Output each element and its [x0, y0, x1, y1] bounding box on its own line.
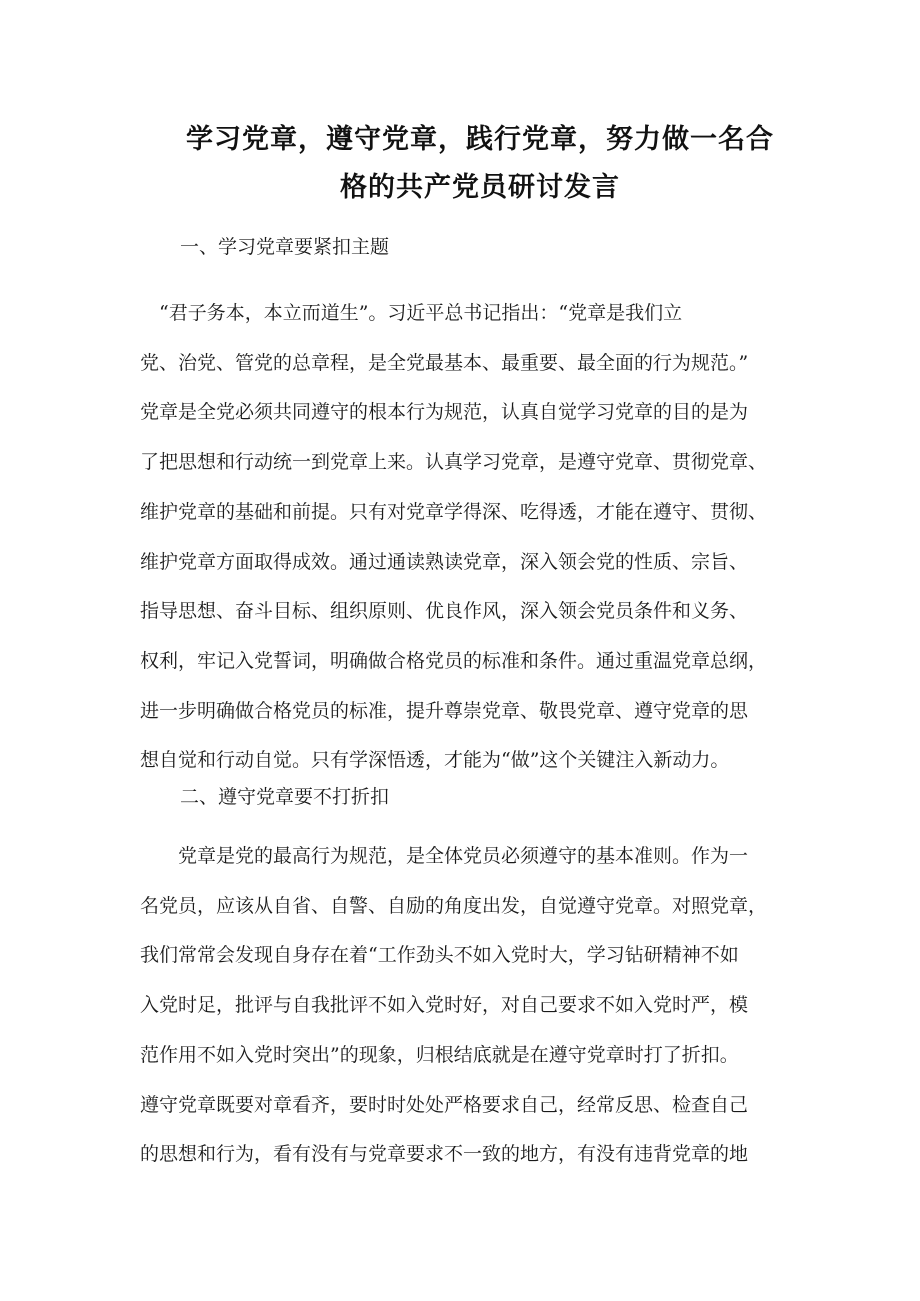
paragraph-line: 遵守党章既要对章看齐，要时时处处严格要求自己，经常反思、检查自己	[140, 1093, 749, 1116]
title-line-1: 学习党章，遵守党章，践行党章，努力做一名合	[186, 124, 774, 155]
paragraph-line: 党章是全党必须共同遵守的根本行为规范，认真自觉学习党章的目的是为	[140, 401, 749, 424]
paragraph-line: 指导思想、奋斗目标、组织原则、优良作风，深入领会党员条件和义务、	[140, 600, 749, 623]
paragraph-line: “君子务本，本立而道生”。习近平总书记指出：“党章是我们立	[140, 302, 683, 324]
paragraph-line: 党章是党的最高行为规范，是全体党员必须遵守的基本准则。作为一	[140, 845, 749, 867]
section-heading-1: 一、学习党章要紧扣主题	[180, 236, 390, 258]
paragraph-line: 名党员，应该从自省、自警、自励的角度出发，自觉遵守党章。对照党章，	[140, 894, 768, 917]
title-line-2: 格的共产党员研讨发言	[340, 172, 620, 203]
section-heading-2: 二、遵守党章要不打折扣	[180, 786, 390, 808]
paragraph-line: 的思想和行为，看有没有与党章要求不一致的地方，有没有违背党章的地	[140, 1143, 749, 1166]
paragraph-line: 我们常常会发现自身存在着“工作劲头不如入党时大，学习钻研精神不如	[140, 944, 739, 967]
paragraph-line: 入党时足，批评与自我批评不如入党时好，对自己要求不如入党时严，模	[140, 994, 749, 1017]
section-1-paragraph	[140, 289, 800, 786]
paragraph-line: 范作用不如入党时突出”的现象，归根结底就是在遵守党章时打了折扣。	[140, 1043, 739, 1066]
paragraph-line: 进一步明确做合格党员的标准，提升尊崇党章、敬畏党章、遵守党章的思	[140, 699, 749, 722]
paragraph-line: 了把思想和行动统一到党章上来。认真学习党章，是遵守党章、贯彻党章、	[140, 451, 768, 474]
paragraph-line: 维护党章的基础和前提。只有对党章学得深、吃得透，才能在遵守、贯彻、	[140, 500, 768, 523]
paragraph-line: 权利，牢记入党誓词，明确做合格党员的标准和条件。通过重温党章总纲，	[140, 649, 768, 672]
paragraph-line: 党、治党、管党的总章程，是全党最基本、最重要、最全面的行为规范。”	[140, 351, 749, 374]
section-2-paragraph	[140, 832, 800, 1180]
paragraph-line: 想自觉和行动自觉。只有学深悟透，才能为“做”这个关键注入新动力。	[140, 749, 730, 772]
document-title	[160, 116, 800, 212]
paragraph-line: 维护党章方面取得成效。通过通读熟读党章，深入领会党的性质、宗旨、	[140, 550, 749, 573]
